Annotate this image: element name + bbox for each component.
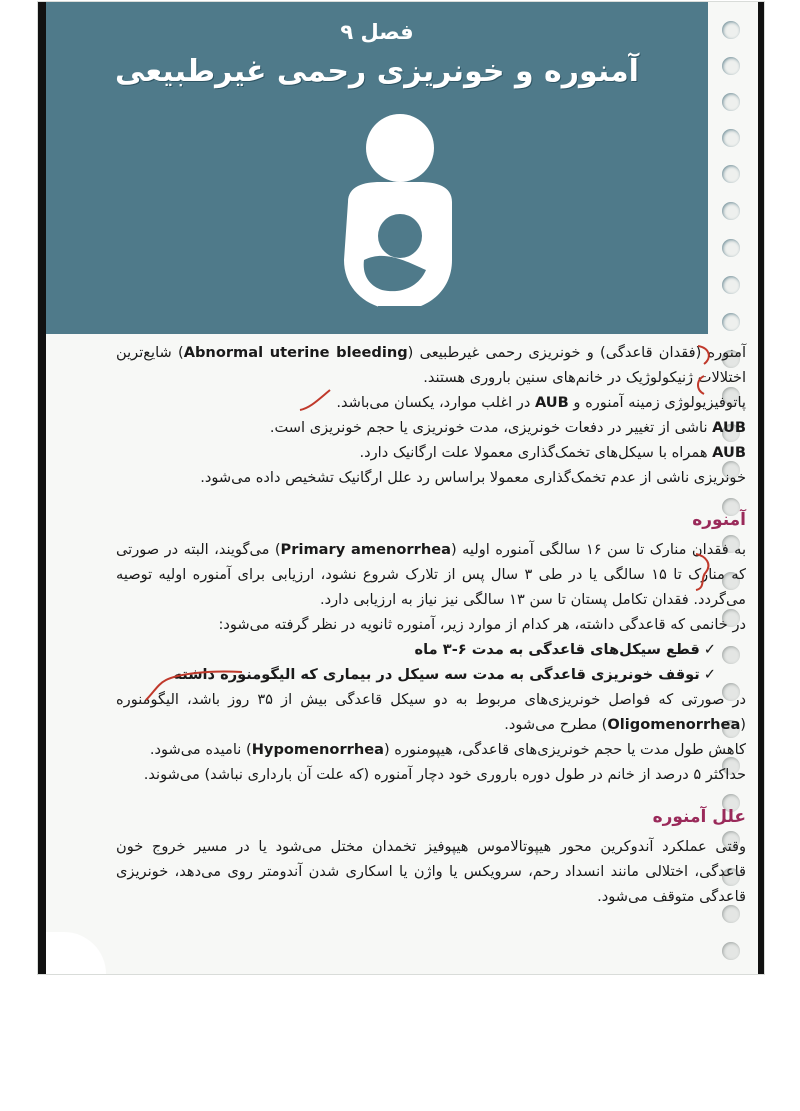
- binder-hole: [722, 313, 740, 331]
- text-run: ) شایع‌ترین اختلالات ژنیکولوژیک در خانم‌های سنین باروری هستند.: [116, 344, 746, 386]
- intro-paragraph: [116, 390, 746, 415]
- text-run: ) نامیده می‌شود.: [149, 741, 252, 758]
- binder-hole: [722, 93, 740, 111]
- binder-hole: [722, 57, 740, 75]
- causes-paragraph: وقتی عملکرد آندوکرین محور هیپوتالاموس هیپوفیز تخمدان مختل می‌شود یا در مسیر خروج خون قاعدگی، اختلالی مانند انسداد رحم، سرویکس یا واژن یا اسکاری شدن آندومتر روی می‌دهد، خونریزی قاعدگی متوقف می‌شود.: [116, 838, 746, 905]
- binder-hole: [722, 942, 740, 960]
- section-heading-causes: علل آمنوره: [652, 807, 746, 827]
- intro-paragraph: [116, 440, 746, 465]
- amenorrhea-paragraph: حداکثر ۵ درصد از خانم در طول دوره باروری خود دچار آمنوره (که علت آن بارداری نباشد) می‌شوند.: [143, 766, 746, 783]
- page-right-edge: [758, 2, 764, 974]
- english-term: Abnormal uterine bleeding: [183, 344, 408, 361]
- text-run: پاتوفیزیولوژی زمینه آمنوره و: [568, 394, 746, 411]
- mother-breastfeeding-icon: [308, 110, 488, 320]
- english-term: Oligomenorrhea: [607, 716, 741, 733]
- check-icon: ✓: [703, 666, 716, 683]
- text-run: در اغلب موارد، یکسان می‌باشد.: [336, 394, 535, 411]
- amenorrhea-paragraph: [116, 537, 746, 612]
- text-run: ) مطرح می‌شود.: [504, 716, 608, 733]
- binder-hole: [722, 202, 740, 220]
- chapter-number: فصل ۹: [340, 20, 414, 44]
- binder-hole: [722, 239, 740, 257]
- checklist-item: [116, 637, 746, 662]
- intro-paragraph: [116, 340, 746, 390]
- english-term: Primary amenorrhea: [280, 541, 451, 558]
- checklist-text: قطع سیکل‌های قاعدگی به مدت ۶-۳ ماه: [414, 641, 700, 658]
- text-run: در صورتی که فواصل خونریزی‌های مربوط به دو سیکل قاعدگی بیش از ۳۵ روز باشد، الیگومنوره (: [116, 691, 747, 733]
- text-run: ناشی از تغییر در دفعات خونریزی، مدت خونریزی یا حجم خونریزی است.: [269, 419, 713, 436]
- chapter-header: [46, 2, 708, 334]
- book-page: [38, 2, 764, 974]
- checklist-item: [116, 662, 746, 687]
- binder-hole: [722, 276, 740, 294]
- section-heading-amenorrhea: آمنوره: [692, 510, 746, 530]
- text-run: به فقدان منارک تا سن ۱۶ سالگی آمنوره اولیه (: [450, 541, 747, 558]
- binder-hole: [722, 165, 740, 183]
- amenorrhea-paragraph: [116, 687, 746, 737]
- intro-paragraph: خونریزی ناشی از عدم تخمک‌گذاری معمولا براساس رد علل ارگانیک تشخیص داده می‌شود.: [200, 469, 746, 486]
- text-run: آمنوره (فقدان قاعدگی) و خونریزی رحمی غیرطبیعی (: [407, 344, 746, 361]
- binder-hole: [722, 21, 740, 39]
- page-curl: [46, 932, 106, 974]
- amenorrhea-paragraph: در خانمی که قاعدگی داشته، هر کدام از موارد زیر، آمنوره ثانویه در نظر گرفته می‌شود:: [218, 616, 746, 633]
- page-left-edge: [38, 2, 46, 974]
- text-run: ) می‌گویند، البته در صورتی که منارک تا ۱۵ سالگی یا در طی ۳ سال پس از تلارک شروع نشود، ارزیابی برای آمنوره اولیه توصیه می‌گردد. فقدان تکامل پستان تا سن ۱۳ سالگی نیز نیاز به ارزیابی دارد.: [116, 541, 746, 608]
- text-run: همراه با سیکل‌های تخمک‌گذاری معمولا علت ارگانیک دارد.: [359, 444, 713, 461]
- chapter-title: آمنوره و خونریزی رحمی غیرطبیعی: [115, 54, 639, 89]
- amenorrhea-paragraph: [116, 737, 746, 762]
- english-term: Hypomenorrhea: [251, 741, 384, 758]
- checklist-text: توقف خونریزی قاعدگی به مدت سه سیکل در بیماری که الیگومنوره داشته: [173, 666, 700, 683]
- english-term: AUB: [712, 444, 746, 461]
- binder-hole: [722, 129, 740, 147]
- english-term: AUB: [534, 394, 569, 411]
- intro-paragraph: [116, 415, 746, 440]
- page-body: [116, 340, 746, 909]
- check-icon: ✓: [703, 641, 716, 658]
- english-term: AUB: [712, 419, 746, 436]
- text-run: کاهش طول مدت یا حجم خونریزی‌های قاعدگی، هیپومنوره (: [383, 741, 746, 758]
